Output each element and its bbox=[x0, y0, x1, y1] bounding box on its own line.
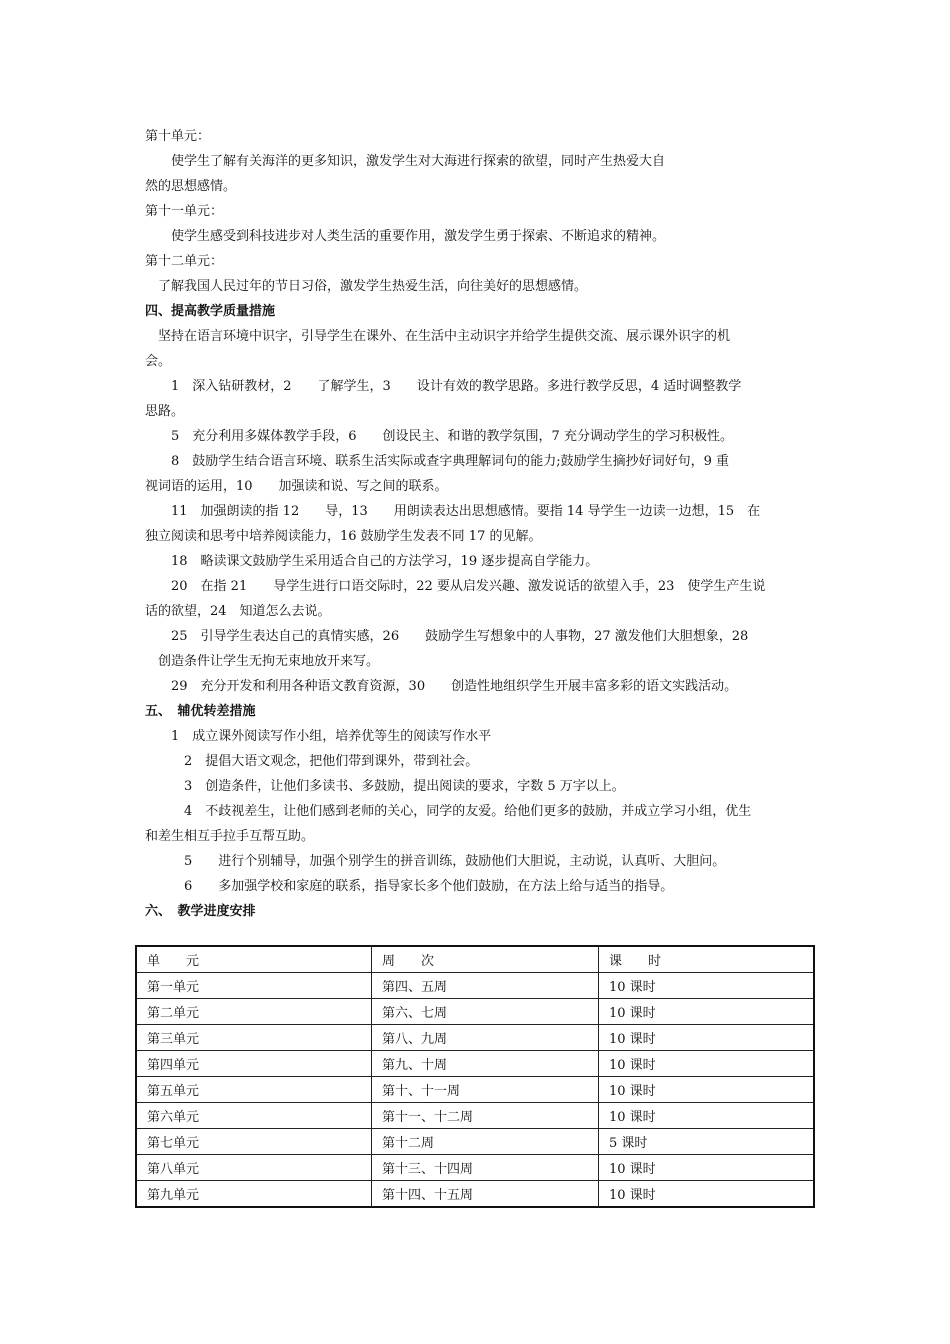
table-row bbox=[136, 999, 814, 1025]
paragraph-line: 了解我国人民过年的节日习俗，激发学生热爱生活，向往美好的思想感情。 bbox=[145, 279, 588, 294]
paragraph-line: 18 略读课文鼓励学生采用适合自己的方法学习，19 逐步提高自学能力。 bbox=[145, 554, 599, 569]
cell-week: 第十、十一周 bbox=[372, 1077, 599, 1103]
cell-unit: 第七单元 bbox=[136, 1129, 372, 1155]
paragraph-line: 1 深入钻研教材，2 了解学生，3 设计有效的教学思路。多进行教学反思，4 适时调整教学 bbox=[145, 379, 742, 394]
paragraph-line: 使学生了解有关海洋的更多知识，激发学生对大海进行探索的欲望，同时产生热爱大自 bbox=[145, 154, 666, 169]
header-unit: 单 元 bbox=[136, 946, 372, 973]
paragraph-line: 11 加强朗读的指 12 导，13 用朗读表达出思想感情。要指 14 导学生一边读一边想，15 在 bbox=[145, 504, 761, 519]
paragraph-line: 会。 bbox=[145, 354, 172, 369]
cell-unit: 第三单元 bbox=[136, 1025, 372, 1051]
paragraph-line: 独立阅读和思考中培养阅读能力，16 鼓励学生发表不同 17 的见解。 bbox=[145, 529, 542, 544]
paragraph-line: 8 鼓励学生结合语言环境、联系生活实际或查字典理解词句的能力;鼓励学生摘抄好词好句，9 重 bbox=[145, 454, 730, 469]
paragraph-line: 3 创造条件，让他们多读书、多鼓励，提出阅读的要求，字数 5 万字以上。 bbox=[145, 779, 625, 794]
cell-hours: 10 课时 bbox=[599, 1155, 815, 1181]
cell-hours: 10 课时 bbox=[599, 973, 815, 999]
cell-hours: 10 课时 bbox=[599, 1051, 815, 1077]
table-row bbox=[136, 1051, 814, 1077]
cell-week: 第十二周 bbox=[372, 1129, 599, 1155]
cell-week: 第九、十周 bbox=[372, 1051, 599, 1077]
cell-unit: 第四单元 bbox=[136, 1051, 372, 1077]
cell-week: 第十三、十四周 bbox=[372, 1155, 599, 1181]
table-row bbox=[136, 973, 814, 999]
paragraph-line: 1 成立课外阅读写作小组，培养优等生的阅读写作水平 bbox=[145, 729, 492, 744]
table-row bbox=[136, 1155, 814, 1181]
schedule-table bbox=[135, 945, 815, 1208]
section-heading-4: 四、提高教学质量措施 bbox=[145, 304, 276, 319]
table-row bbox=[136, 1181, 814, 1208]
unit10-heading: 第十单元： bbox=[145, 129, 211, 144]
section-heading-6: 六、 教学进度安排 bbox=[145, 904, 256, 919]
cell-week: 第八、九周 bbox=[372, 1025, 599, 1051]
cell-unit: 第六单元 bbox=[136, 1103, 372, 1129]
paragraph-line: 29 充分开发和利用各种语文教育资源，30 创造性地组织学生开展丰富多彩的语文实践活动。 bbox=[145, 679, 738, 694]
cell-unit: 第二单元 bbox=[136, 999, 372, 1025]
cell-week: 第六、七周 bbox=[372, 999, 599, 1025]
unit12-heading: 第十二单元： bbox=[145, 254, 224, 269]
cell-unit: 第一单元 bbox=[136, 973, 372, 999]
table-row bbox=[136, 1103, 814, 1129]
paragraph-line: 4 不歧视差生，让他们感到老师的关心，同学的友爱。给他们更多的鼓励，并成立学习小组，优生 bbox=[145, 804, 752, 819]
paragraph-line: 5 进行个别辅导，加强个别学生的拼音训练，鼓励他们大胆说，主动说，认真听、大胆问。 bbox=[145, 854, 726, 869]
cell-hours: 10 课时 bbox=[599, 1077, 815, 1103]
cell-hours: 10 课时 bbox=[599, 1025, 815, 1051]
cell-hours: 10 课时 bbox=[599, 999, 815, 1025]
cell-hours: 10 课时 bbox=[599, 1103, 815, 1129]
cell-unit: 第八单元 bbox=[136, 1155, 372, 1181]
section-heading-5: 五、 辅优转差措施 bbox=[145, 704, 256, 719]
header-hours: 课 时 bbox=[599, 946, 815, 973]
unit11-heading: 第十一单元： bbox=[145, 204, 224, 219]
cell-week: 第四、五周 bbox=[372, 973, 599, 999]
paragraph-line: 视词语的运用，10 加强读和说、写之间的联系。 bbox=[145, 479, 448, 494]
paragraph-line: 20 在指 21 导学生进行口语交际时，22 要从启发兴趣、激发说话的欲望入手，23 使学生产生说 bbox=[145, 579, 766, 594]
cell-week: 第十四、十五周 bbox=[372, 1181, 599, 1208]
table-row bbox=[136, 1129, 814, 1155]
paragraph-line: 2 提倡大语文观念，把他们带到课外，带到社会。 bbox=[145, 754, 479, 769]
paragraph-line: 坚持在语言环境中识字，引导学生在课外、在生活中主动识字并给学生提供交流、展示课外识字的机 bbox=[145, 329, 731, 344]
cell-unit: 第九单元 bbox=[136, 1181, 372, 1208]
cell-hours: 10 课时 bbox=[599, 1181, 815, 1208]
paragraph-line: 思路。 bbox=[145, 404, 185, 419]
paragraph-line: 5 充分利用多媒体教学手段，6 创设民主、和谐的教学氛围，7 充分调动学生的学习积极性。 bbox=[145, 429, 733, 444]
paragraph-line: 话的欲望，24 知道怎么去说。 bbox=[145, 604, 331, 619]
paragraph-line: 和差生相互手拉手互帮互助。 bbox=[145, 829, 315, 844]
cell-unit: 第五单元 bbox=[136, 1077, 372, 1103]
paragraph-line: 6 多加强学校和家庭的联系，指导家长多个他们鼓励，在方法上给与适当的指导。 bbox=[145, 879, 674, 894]
cell-hours: 5 课时 bbox=[599, 1129, 815, 1155]
table-row bbox=[136, 1077, 814, 1103]
cell-week: 第十一、十二周 bbox=[372, 1103, 599, 1129]
table-row bbox=[136, 1025, 814, 1051]
paragraph-line: 创造条件让学生无拘无束地放开来写。 bbox=[145, 654, 380, 669]
paragraph-line: 然的思想感情。 bbox=[145, 179, 237, 194]
header-week: 周 次 bbox=[372, 946, 599, 973]
paragraph-line: 25 引导学生表达自己的真情实感，26 鼓励学生写想象中的人事物，27 激发他们大胆想象，28 bbox=[145, 629, 749, 644]
paragraph-line: 使学生感受到科技进步对人类生活的重要作用，激发学生勇于探索、不断追求的精神。 bbox=[145, 229, 666, 244]
table-header-row bbox=[136, 946, 814, 973]
